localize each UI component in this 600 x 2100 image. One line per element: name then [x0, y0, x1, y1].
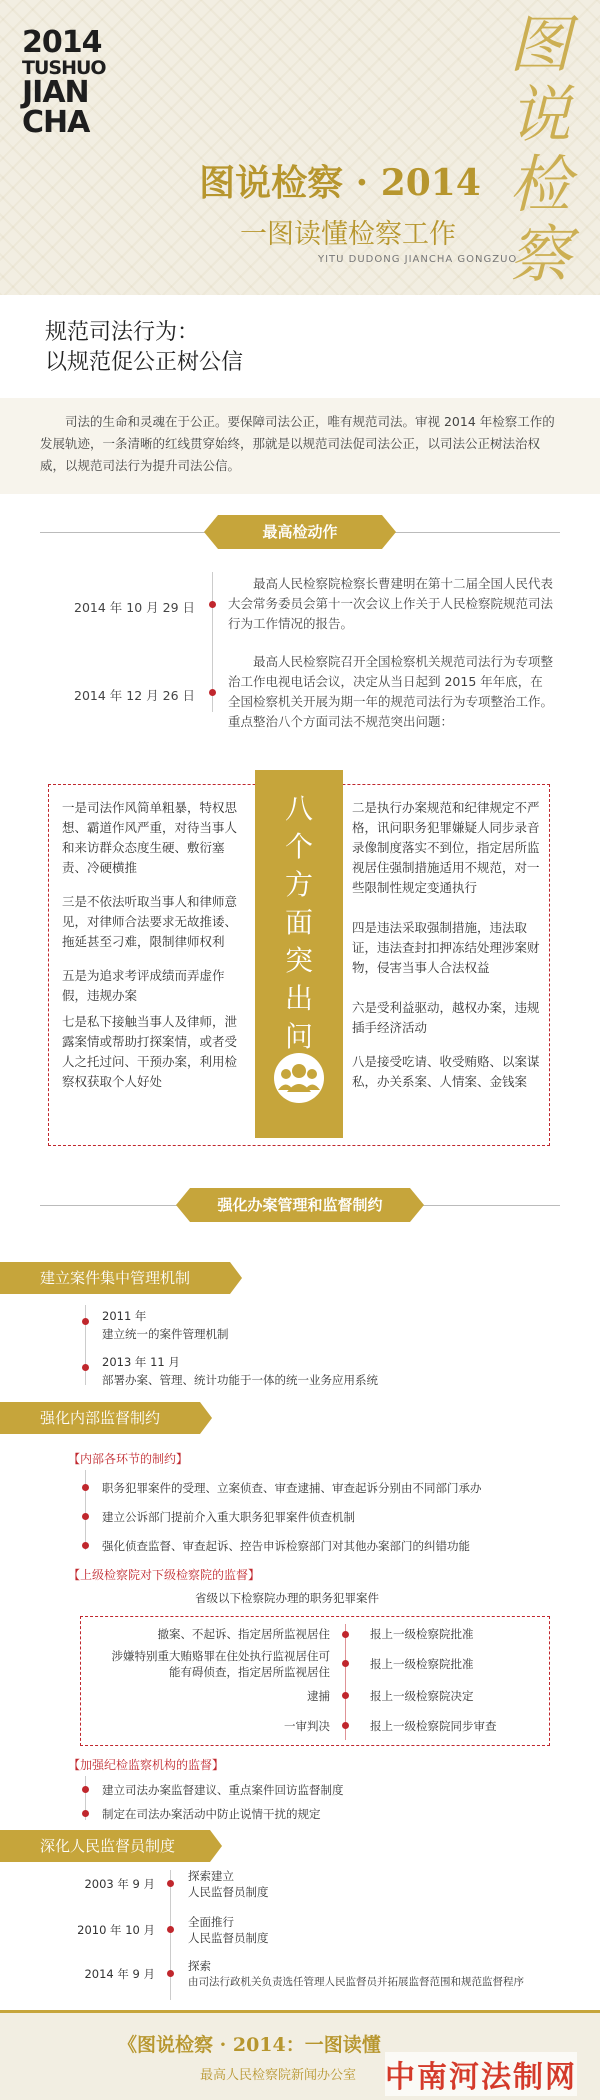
pillar-title: 八 个 方 面 突 出 问: [284, 792, 313, 1053]
timeline-dot: [342, 1631, 349, 1638]
timeline-dot: [342, 1722, 349, 1729]
timeline-dot: [342, 1692, 349, 1699]
tag-internal-supervision: 强化内部监督制约: [0, 1402, 200, 1434]
problem-item: 四是违法采取强制措施，违法取证，违法查封扣押冻结处理涉案财物，侵害当事人合法权益: [352, 920, 540, 975]
problem-item: 七是私下接触当事人及律师，泄露案情或帮助打探案情，或者受人之托过问、干预办案，利用检察权获取个人好处: [62, 1014, 238, 1089]
calligraphy-char: 说: [508, 78, 571, 151]
timeline-text: 部署办案、管理、统计功能于一体的统一业务应用系统: [102, 1373, 378, 1387]
calligraphy-char: 察: [508, 218, 571, 291]
timeline-dot: [209, 689, 216, 696]
approval: 报上一级检察院同步审查: [370, 1719, 497, 1733]
timeline-text: 由司法行政机关负责选任管理人民监督员并拓展监督范围和规范监督程序: [188, 1976, 524, 1988]
problem-item: 六是受利益驱动，越权办案，违规插手经济活动: [352, 1000, 540, 1035]
list-item: 强化侦查监督、审查起诉、控告申诉检察部门对其他办案部门的纠错功能: [102, 1539, 470, 1553]
problem-item: 八是接受吃请、收受贿赂、以案谋私，办关系案、人情案、金钱案: [352, 1054, 540, 1089]
timeline-dot: [167, 1926, 174, 1933]
caption: 省级以下检察院办理的职务犯罪案件: [195, 1591, 379, 1605]
timeline-line: [85, 1305, 86, 1385]
timeline-dot: [82, 1364, 89, 1371]
approval: 报上一级检察院决定: [370, 1689, 474, 1703]
timeline-dot: [82, 1786, 89, 1793]
timeline-dot: [82, 1318, 89, 1325]
procedure: 涉嫌特别重大贿赂罪在住处执行监视居住可能有碍侦查，指定居所监视居住: [111, 1649, 330, 1679]
timeline-text: 建立统一的案件管理机制: [102, 1327, 229, 1341]
event-date: 2014 年 12 月 26 日: [74, 688, 195, 703]
approval: 报上一级检察院批准: [370, 1657, 474, 1671]
timeline-date: 2003 年 9 月: [84, 1877, 155, 1891]
timeline-dot: [82, 1810, 89, 1817]
logo: [22, 25, 112, 140]
event-text: 最高人民检察院检察长曹建明在第十二届全国人民代表大会常务委员会第十一次会议上作关于人民检察院规范司法行为工作情况的报告。: [228, 576, 554, 631]
list-item: 制定在司法办案活动中防止说情干扰的规定: [102, 1807, 321, 1821]
timeline-text: 人民监督员制度: [188, 1885, 269, 1899]
logo-line: CHA: [22, 105, 90, 140]
timeline-dot: [342, 1660, 349, 1667]
problem-item: 一是司法作风简单粗暴，特权思想、霸道作风严重，对待当事人和来访群众态度生硬、敷衍塞责、冷硬横推: [62, 800, 238, 875]
footer-title: 《图说检察 · 2014：一图读懂: [118, 2034, 381, 2056]
problem-item: 三是不依法听取当事人和律师意见，对律师合法要求无故推诿、拖延甚至刁难，限制律师权利: [62, 894, 238, 949]
footer-office: 最高人民检察院新闻办公室: [200, 2068, 357, 2083]
logo-line: 2014: [22, 25, 102, 60]
problem-item: 五是为追求考评成绩而弄虚作假，违规办案: [62, 968, 225, 1003]
timeline-line: [170, 1870, 171, 2000]
list-item: 建立公诉部门提前介入重大职务犯罪案件侦查机制: [102, 1510, 355, 1524]
tag-case-management: 建立案件集中管理机制: [0, 1262, 230, 1294]
procedure: 逮捕: [307, 1689, 330, 1703]
procedure: 一审判决: [284, 1719, 330, 1733]
subhead: 【上级检察院对下级检察院的监督】: [68, 1568, 261, 1582]
timeline-dot: [82, 1484, 89, 1491]
timeline-action: 探索建立: [188, 1869, 234, 1883]
section-title-line: 规范司法行为：: [45, 320, 200, 345]
section-title: [45, 318, 243, 378]
watermark: 中南河法制网: [385, 2052, 577, 2096]
timeline-dot: [82, 1542, 89, 1549]
timeline-dot: [167, 1970, 174, 1977]
timeline-action: 探索: [188, 1959, 211, 1973]
approval: 报上一级检察院批准: [370, 1627, 474, 1641]
calligraphy-char: 检: [508, 148, 571, 221]
problem-item: 二是执行办案规范和纪律规定不严格，讯问职务犯罪嫌疑人同步录音录像制度落实不到位，指定居所监视居住强制措施适用不规范，对一些限制性规定变通执行: [352, 800, 540, 895]
event-date: 2014 年 10 月 29 日: [74, 600, 195, 615]
timeline-dot: [209, 601, 216, 608]
timeline-date: 2014 年 9 月: [84, 1967, 155, 1981]
timeline-year: 2011 年: [102, 1309, 147, 1323]
list-item: 建立司法办案监督建议、重点案件回访监督制度: [102, 1783, 344, 1797]
calligraphy-char: 图: [508, 8, 571, 81]
timeline-dot: [167, 1880, 174, 1887]
logo-line: TUSHUO: [22, 57, 106, 79]
list-item: 职务犯罪案件的受理、立案侦查、审查逮捕、审查起诉分别由不同部门承办: [102, 1481, 482, 1495]
subhead: 【加强纪检监察机构的监督】: [68, 1758, 225, 1772]
procedure: 撤案、不起诉、指定居所监视居住: [157, 1627, 330, 1641]
logo-line: JIAN: [22, 75, 89, 110]
timeline-year: 2013 年 11 月: [102, 1355, 180, 1369]
timeline-date: 2010 年 10 月: [77, 1923, 155, 1937]
intro-paragraph: 司法的生命和灵魂在于公正。要保障司法公正，唯有规范司法。审视 2014 年检察工作的发展轨迹，一条清晰的红线贯穿始终，那就是以规范司法促司法公正，以司法公正树法治权威，以规范司法行为提升司法公信。: [40, 414, 555, 473]
subhead: 【内部各环节的制约】: [68, 1452, 189, 1466]
page-subtitle: 一图读懂检察工作: [240, 219, 456, 250]
banner-management: 强化办案管理和监督制约: [190, 1188, 410, 1222]
timeline-action: 全面推行: [188, 1915, 234, 1929]
page-title: 图说检察 · 2014: [199, 162, 481, 204]
event-text: 最高人民检察院召开全国检察机关规范司法行为专项整治工作电视电话会议，决定从当日起到 2015 年年底，在全国检察机关开展为期一年的规范司法行为专项整治工作。重点整治八个方面司法不规范突出问题：: [228, 654, 554, 729]
banner-top-action: 最高检动作: [218, 515, 382, 549]
timeline-line: [85, 1470, 86, 1550]
timeline-dot: [82, 1513, 89, 1520]
timeline-text: 人民监督员制度: [188, 1931, 269, 1945]
section-title-line: 以规范促公正树公信: [45, 350, 244, 375]
eight-problems-pillar: [255, 770, 343, 1138]
pinyin-caption: YITU DUDONG JIANCHA GONGZUO: [318, 254, 518, 265]
people-icon: [273, 1052, 325, 1104]
tag-people-supervisor: 深化人民监督员制度: [0, 1830, 210, 1862]
